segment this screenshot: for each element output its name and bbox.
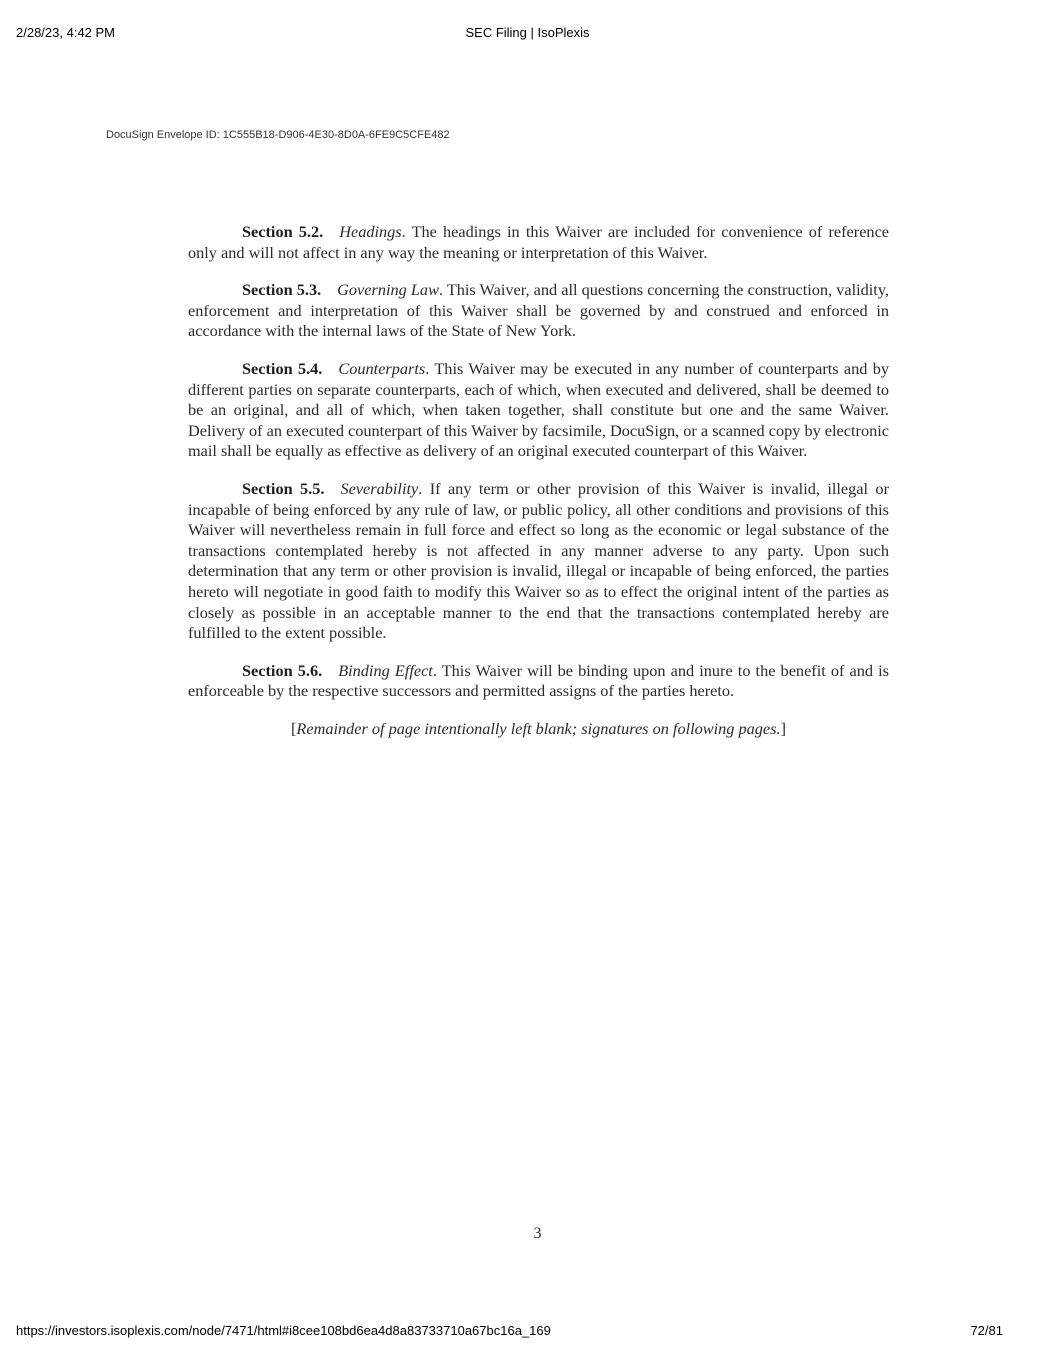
- section-5-6: [188, 661, 889, 702]
- section-5-4: [188, 359, 889, 462]
- section-title: Binding Effect: [338, 660, 433, 680]
- section-title-punct: .: [438, 280, 444, 300]
- section-title: Headings: [339, 222, 402, 241]
- section-text: This Waiver may be executed in any number of counterparts and by different parties on separate counterparts, each of which, when executed and delivered, shall be deemed to be an original, and all of which, when taken together, shall constitute but one and the same Waiver. Delivery of an executed counterpart of this Waiver by facsimile, DocuSign, or a scanned copy by electronic mail shall be equally as effective as delivery of an original executed counterpart of this Waiver.: [188, 358, 890, 461]
- open-bracket: [: [290, 718, 297, 738]
- section-number: Section 5.4.: [242, 358, 323, 378]
- page-number: 3: [533, 1225, 542, 1242]
- section-number: Section 5.5.: [242, 478, 325, 498]
- remainder-note-text: Remainder of page intentionally left blank; signatures on following pages.: [296, 718, 781, 738]
- section-number: Section 5.2.: [242, 222, 324, 241]
- section-5-5: [188, 479, 889, 644]
- section-title: Governing Law: [337, 280, 439, 300]
- close-bracket: ]: [780, 718, 786, 738]
- section-title-punct: .: [432, 660, 437, 680]
- print-page-title: SEC Filing | IsoPlexis: [465, 25, 590, 40]
- section-number: Section 5.6.: [242, 660, 323, 680]
- section-number: Section 5.3.: [242, 280, 322, 300]
- section-title: Counterparts: [338, 358, 426, 378]
- print-url: https://investors.isoplexis.com/node/7471/html#i8cee108bd6ea4d8a83733710a67bc16a_169: [16, 1323, 551, 1338]
- section-title-punct: .: [425, 358, 430, 378]
- section-title-punct: .: [401, 222, 406, 241]
- section-text: The headings in this Waiver are included for convenience of reference only and will not affect in any way the meaning or interpretation of this Waiver.: [188, 222, 890, 262]
- section-text: This Waiver will be binding upon and inure to the benefit of and is enforceable by the respective successors and permitted assigns of the parties hereto.: [188, 660, 890, 701]
- remainder-note: [188, 719, 889, 740]
- print-page-count: 72/81: [970, 1323, 1003, 1338]
- section-text: If any term or other provision of this Waiver is invalid, illegal or incapable of being enforced by any rule of law, or public policy, all other conditions and provisions of this Waiver will nevertheless remain in full force and effect so long as the economic or legal substance of the transactions contemplated hereby is not affected in any manner adverse to any party. Upon such determination that any term or other provision is invalid, illegal or incapable of being enforced, the parties hereto will negotiate in good faith to modify this Waiver so as to effect the original intent of the parties as closely as possible in an acceptable manner to the end that the transactions contemplated hereby are fulfilled to the extent possible.: [188, 478, 889, 643]
- section-text: This Waiver, and all questions concerning the construction, validity, enforcement and interpretation of this Waiver shall be governed by and construed and enforced in accordance with the internal laws of the State of New York.: [188, 280, 889, 341]
- section-5-2: [188, 222, 889, 263]
- section-title: Severability: [340, 478, 419, 498]
- document-body: [188, 222, 889, 739]
- print-datetime: 2/28/23, 4:42 PM: [16, 25, 116, 40]
- section-5-3: [188, 280, 889, 342]
- docusign-envelope-id: DocuSign Envelope ID: 1C555B18-D906-4E30-8D0A-6FE9C5CFE482: [106, 129, 450, 141]
- section-title-punct: .: [418, 478, 423, 498]
